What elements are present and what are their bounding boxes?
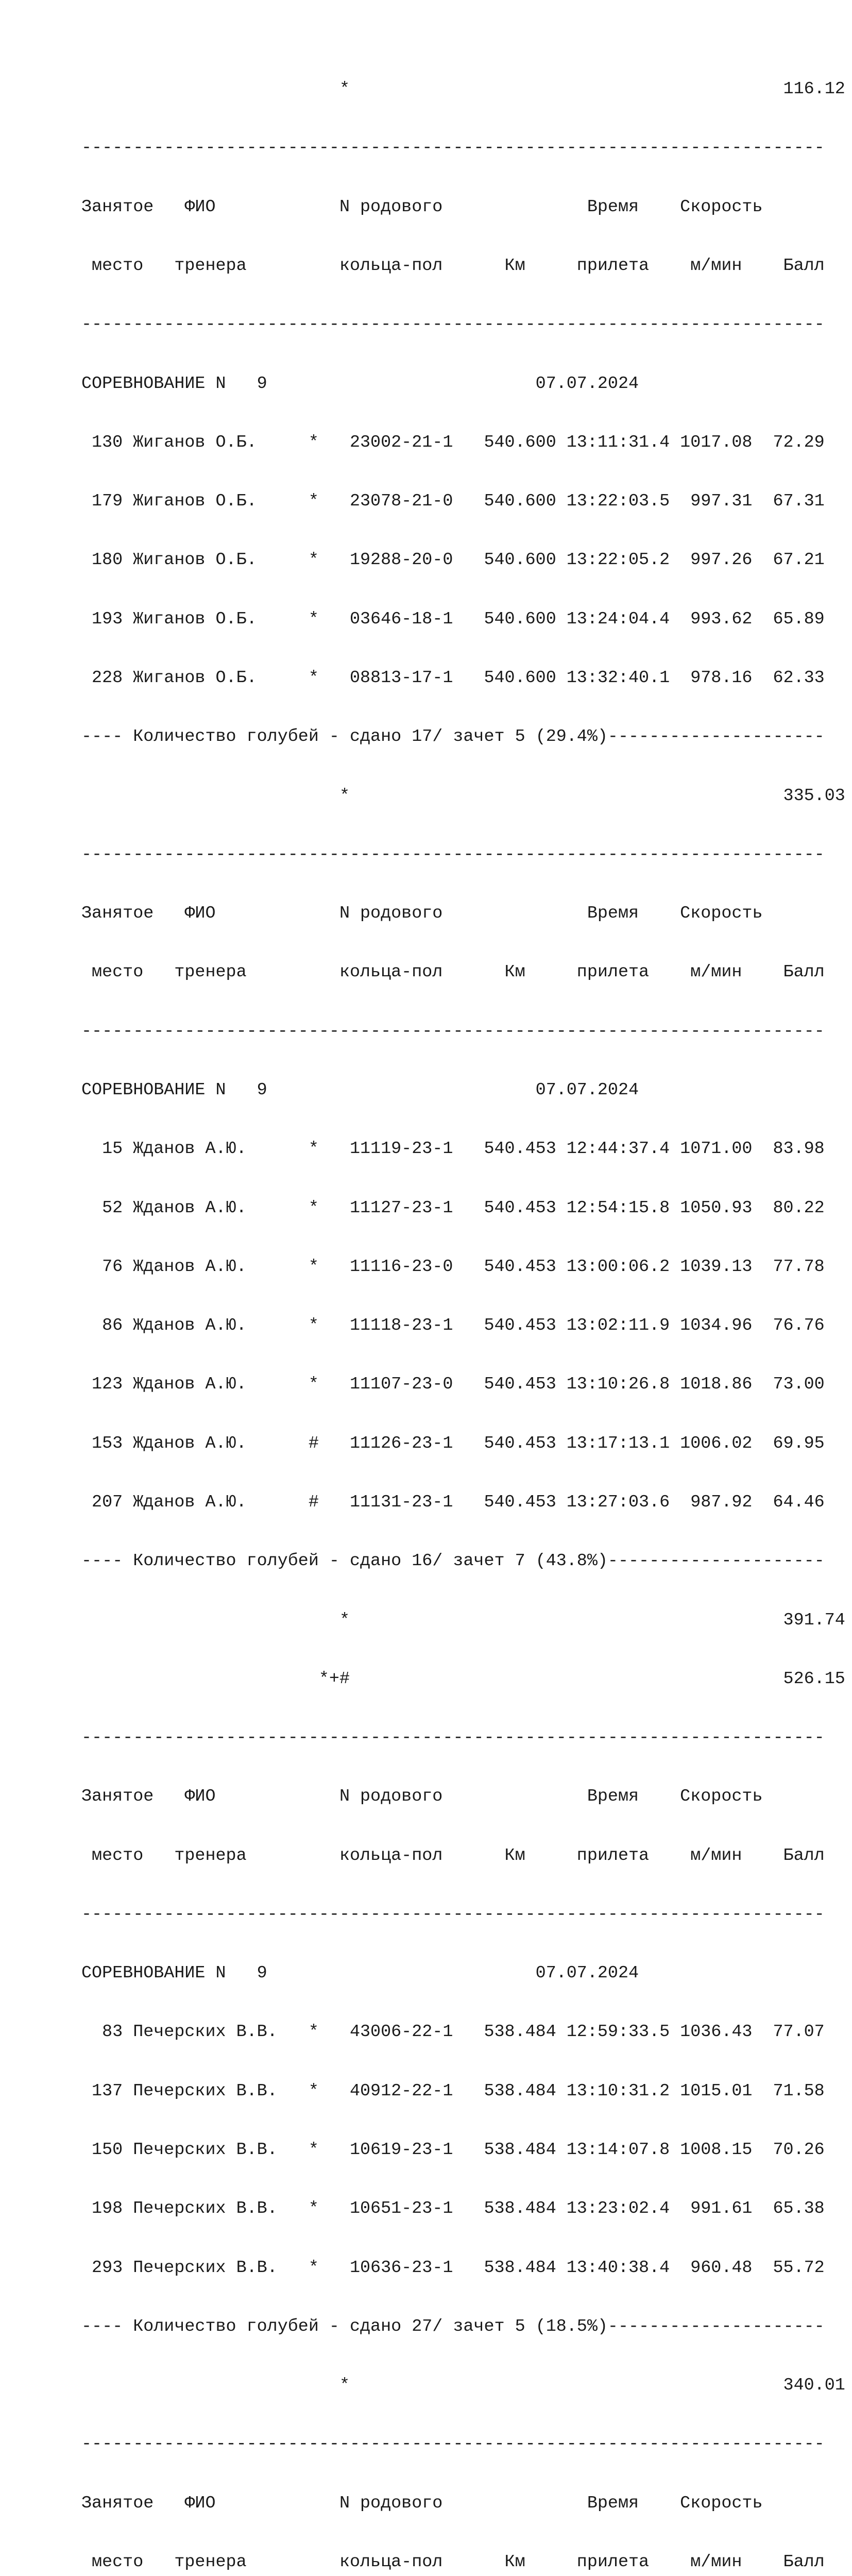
line-header-2: место тренера кольца-пол Км прилета м/мин Балл bbox=[81, 1845, 825, 1866]
line-competition: СОРЕВНОВАНИЕ N 9 07.07.2024 bbox=[81, 1080, 639, 1100]
results-printout bbox=[81, 40, 845, 2576]
table-row: 293 Печерских В.В. * 10636-23-1 538.484 13:40:38.4 960.48 55.72 bbox=[81, 2258, 825, 2278]
table-row: 76 Жданов А.Ю. * 11116-23-0 540.453 13:00:06.2 1039.13 77.78 bbox=[81, 1257, 825, 1277]
table-row: 15 Жданов А.Ю. * 11119-23-1 540.453 12:44:37.4 1071.00 83.98 bbox=[81, 1139, 825, 1159]
table-row: 123 Жданов А.Ю. * 11107-23-0 540.453 13:10:26.8 1018.86 73.00 bbox=[81, 1375, 825, 1395]
table-row: 83 Печерских В.В. * 43006-22-1 538.484 12:59:33.5 1036.43 77.07 bbox=[81, 2022, 825, 2042]
table-row: 130 Жиганов О.Б. * 23002-21-1 540.600 13:11:31.4 1017.08 72.29 bbox=[81, 432, 825, 452]
line-header-2: место тренера кольца-пол Км прилета м/мин Балл bbox=[81, 256, 825, 276]
line-header-1: Занятое ФИО N родового Время Скорость bbox=[81, 1787, 763, 1807]
line-header-1: Занятое ФИО N родового Время Скорость bbox=[81, 904, 763, 924]
line-separator: ------------------------------------------------------------------------ bbox=[81, 2434, 825, 2454]
table-row: 193 Жиганов О.Б. * 03646-18-1 540.600 13:24:04.4 993.62 65.89 bbox=[81, 609, 825, 629]
line-separator: ------------------------------------------------------------------------ bbox=[81, 1021, 825, 1041]
line-header-1: Занятое ФИО N родового Время Скорость bbox=[81, 197, 763, 217]
line-separator: ------------------------------------------------------------------------ bbox=[81, 315, 825, 335]
line-header-1: Занятое ФИО N родового Время Скорость bbox=[81, 2493, 763, 2513]
table-row: 228 Жиганов О.Б. * 08813-17-1 540.600 13:32:40.1 978.16 62.33 bbox=[81, 668, 825, 688]
line-separator: ------------------------------------------------------------------------ bbox=[81, 1904, 825, 1924]
line-header-2: место тренера кольца-пол Км прилета м/мин Балл bbox=[81, 962, 825, 982]
table-row: 153 Жданов А.Ю. # 11126-23-1 540.453 13:17:13.1 1006.02 69.95 bbox=[81, 1433, 825, 1453]
table-row: 198 Печерских В.В. * 10651-23-1 538.484 13:23:02.4 991.61 65.38 bbox=[81, 2199, 825, 2219]
line-separator: ------------------------------------------------------------------------ bbox=[81, 1728, 825, 1748]
table-row: 86 Жданов А.Ю. * 11118-23-1 540.453 13:02:11.9 1034.96 76.76 bbox=[81, 1316, 825, 1336]
table-row: 137 Печерских В.В. * 40912-22-1 538.484 13:10:31.2 1015.01 71.58 bbox=[81, 2081, 825, 2101]
line-competition: СОРЕВНОВАНИЕ N 9 07.07.2024 bbox=[81, 374, 639, 394]
line-summary: ---- Количество голубей - сдано 16/ зачет 7 (43.8%)--------------------- bbox=[81, 1551, 825, 1571]
table-row: 150 Печерских В.В. * 10619-23-1 538.484 13:14:07.8 1008.15 70.26 bbox=[81, 2140, 825, 2160]
table-row: 179 Жиганов О.Б. * 23078-21-0 540.600 13:22:03.5 997.31 67.31 bbox=[81, 492, 825, 512]
table-row: 180 Жиганов О.Б. * 19288-20-0 540.600 13:22:05.2 997.26 67.21 bbox=[81, 550, 825, 570]
line-header-2: место тренера кольца-пол Км прилета м/мин Балл bbox=[81, 2552, 825, 2572]
line-score: * 116.12 bbox=[81, 79, 845, 99]
line-summary: ---- Количество голубей - сдано 17/ зачет 5 (29.4%)--------------------- bbox=[81, 727, 825, 747]
line-competition: СОРЕВНОВАНИЕ N 9 07.07.2024 bbox=[81, 1963, 639, 1984]
line-summary: ---- Количество голубей - сдано 27/ зачет 5 (18.5%)--------------------- bbox=[81, 2316, 825, 2336]
line-score: * 335.03 bbox=[81, 786, 845, 806]
table-row: 52 Жданов А.Ю. * 11127-23-1 540.453 12:54:15.8 1050.93 80.22 bbox=[81, 1198, 825, 1218]
line-separator: ------------------------------------------------------------------------ bbox=[81, 138, 825, 158]
line-score: * 391.74 bbox=[81, 1610, 845, 1630]
line-score: *+# 526.15 bbox=[81, 1669, 845, 1689]
table-row: 207 Жданов А.Ю. # 11131-23-1 540.453 13:27:03.6 987.92 64.46 bbox=[81, 1492, 825, 1512]
line-separator: ------------------------------------------------------------------------ bbox=[81, 844, 825, 865]
line-score: * 340.01 bbox=[81, 2376, 845, 2396]
